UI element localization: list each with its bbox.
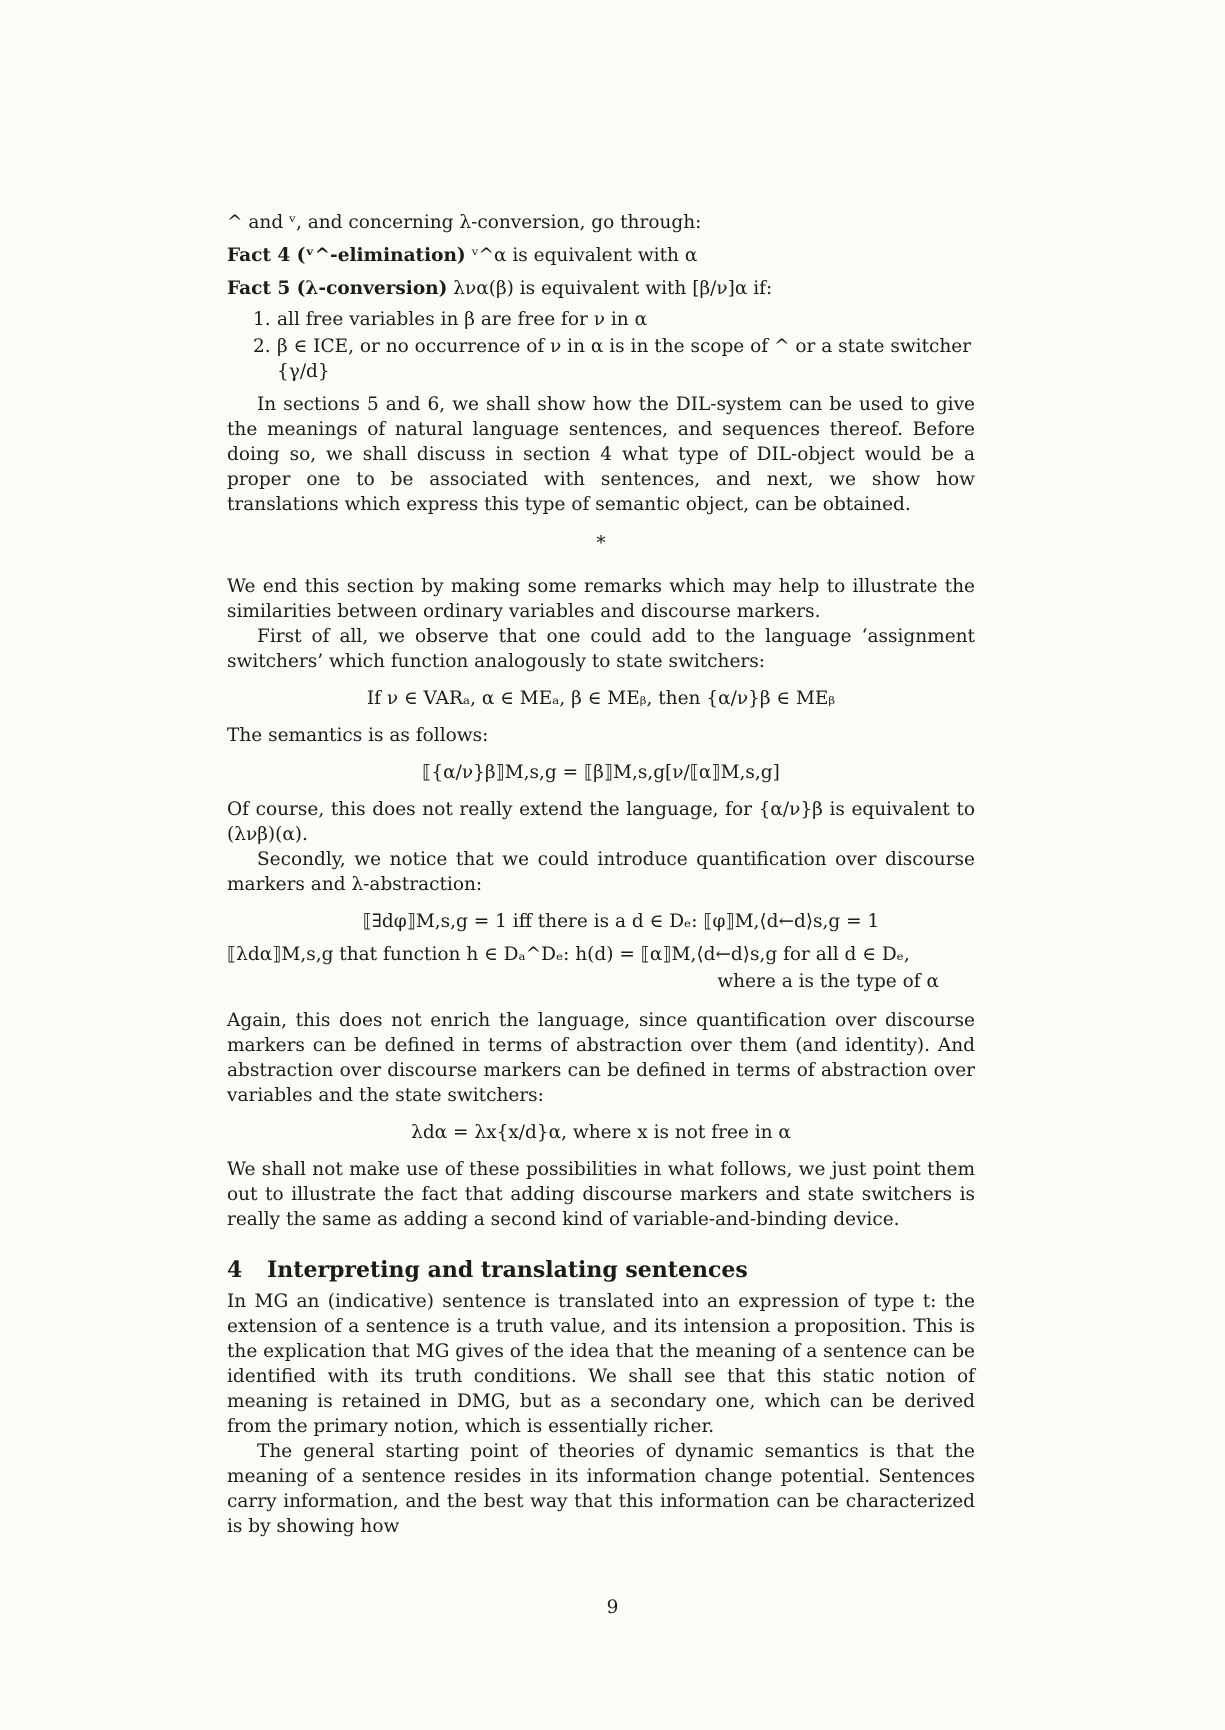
paragraph-semantics: The semantics is as follows:	[227, 725, 489, 746]
paragraph-general: The general starting point of theories of dynamic semantics is that the meaning of a sentence resides in its information change potential. Sentences carry information, and the best way that this information can be characterized is by showing how	[227, 1441, 975, 1537]
paragraph-again: Again, this does not enrich the language, since quantification over discourse markers can be defined in terms of abstraction over them (and identity). And abstraction over discourse markers can be defined in terms of abstraction over variables and the state switchers:	[227, 1010, 975, 1106]
section-title: Interpreting and translating sentences	[267, 1257, 748, 1283]
paragraph-no-use: We shall not make use of these possibilities in what follows, we just point them out to illustrate the fact that adding discourse markers and state switchers is really the same as adding a second kind of variable-and-binding device.	[227, 1159, 975, 1230]
fact-5-heading: Fact 5 (λ-conversion)	[227, 278, 448, 299]
section-heading	[227, 1258, 975, 1283]
display-semantics: ⟦{α/ν}β⟧M,s,g = ⟦β⟧M,s,g[ν/⟦α⟧M,s,g]	[422, 762, 780, 783]
condition-text: β ∈ ICE, or no occurrence of ν in α is in the scope of ^ or a state switcher {γ/d}	[277, 336, 972, 382]
fact-4-heading: Fact 4 (ᵛ^-elimination)	[227, 245, 466, 266]
display-quant-row-2: ⟦λdα⟧M,s,g that function h ∈ Dₐ^Dₑ: h(d) = ⟦α⟧M,⟨d←d⟩s,g for all d ∈ Dₑ,	[227, 944, 910, 965]
fact-5-body: λνα(β) is equivalent with [β/ν]α if:	[453, 278, 773, 299]
fact-4-body: ᵛ^α is equivalent with α	[471, 245, 698, 266]
section-separator: *	[596, 533, 606, 554]
paragraph-first: First of all, we observe that one could add to the language ‘assignment switchers’ which function analogously to state switchers:	[227, 626, 975, 672]
condition-number: 1.	[253, 309, 271, 330]
display-assignment-switcher: If ν ∈ VARₐ, α ∈ MEₐ, β ∈ MEᵦ, then {α/ν}β ∈ MEᵦ	[366, 688, 836, 709]
condition-number: 2.	[253, 336, 271, 357]
fact-4	[227, 243, 975, 268]
fact-5	[227, 276, 975, 301]
condition-item	[227, 334, 975, 384]
display-quant-row-3: where a is the type of α	[717, 971, 939, 992]
condition-text: all free variables in β are free for ν in α	[277, 309, 648, 330]
section-number: 4	[227, 1257, 243, 1283]
display-abstraction: λdα = λx{x/d}α, where x is not free in α	[411, 1122, 791, 1143]
text-column	[227, 210, 975, 1539]
condition-item	[227, 307, 975, 332]
page-number: 9	[606, 1597, 619, 1618]
intro-line: ^ and ᵛ, and concerning λ-conversion, go through:	[227, 212, 702, 233]
paragraph-secondly: Secondly, we notice that we could introduce quantification over discourse markers and λ-abstraction:	[227, 849, 975, 895]
paragraph-mg: In MG an (indicative) sentence is translated into an expression of type t: the extension of a sentence is a truth value, and its intension a proposition. This is the explication that MG gives of the idea that the meaning of a sentence can be identified with its truth conditions. We shall see that this static notion of meaning is retained in DMG, but as a secondary one, which can be derived from the primary notion, which is essentially richer.	[227, 1291, 975, 1437]
fact-5-conditions	[227, 307, 975, 384]
paragraph-sections: In sections 5 and 6, we shall show how the DIL-system can be used to give the meanings of natural language sentences, and sequences thereof. Before doing so, we shall discuss in section 4 what type of DIL-object would be a proper one to be associated with sentences, and next, we show how translations which express this type of semantic object, can be obtained.	[227, 394, 975, 515]
display-quantification	[227, 909, 975, 994]
paragraph-of-course: Of course, this does not really extend the language, for {α/ν}β is equivalent to (λνβ)(α).	[227, 799, 975, 845]
paragraph-remarks: We end this section by making some remarks which may help to illustrate the similarities between ordinary variables and discourse markers.	[227, 576, 975, 622]
display-quant-row-1: ⟦∃dφ⟧M,s,g = 1 iff there is a d ∈ Dₑ: ⟦φ⟧M,⟨d←d⟩s,g = 1	[362, 911, 880, 932]
